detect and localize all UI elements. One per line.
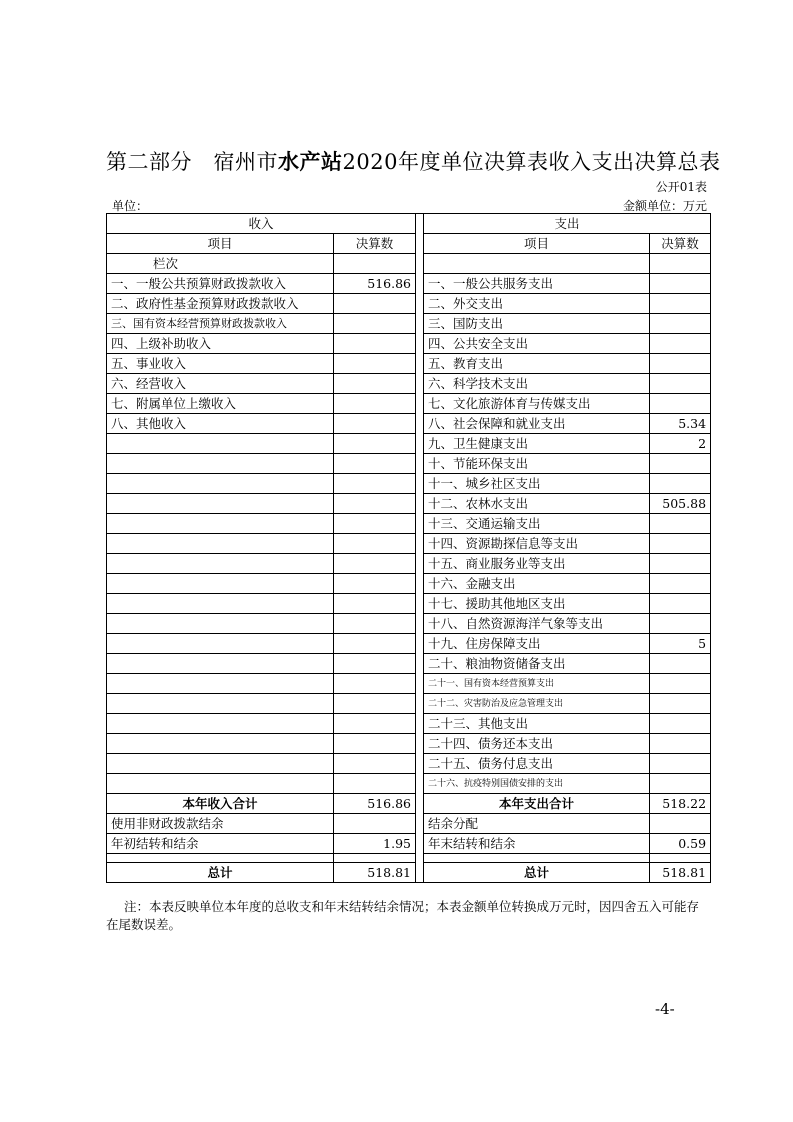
income-item-cell (107, 754, 334, 774)
grand-total-expense-value: 518.81 (650, 863, 711, 883)
income-item-cell: 四、上级补助收入 (107, 334, 334, 354)
expense-amount-cell (650, 714, 711, 734)
income-item-cell (107, 494, 334, 514)
expense-amount-cell (650, 474, 711, 494)
expense-amount-cell: 505.88 (650, 494, 711, 514)
expense-amount-cell (650, 614, 711, 634)
begin-balance-label: 年初结转和结余 (107, 834, 334, 854)
table-row (107, 734, 711, 754)
expense-item-cell: 七、文化旅游体育与传媒支出 (424, 394, 650, 414)
table-row (107, 554, 711, 574)
income-amount-cell (334, 694, 416, 714)
distribution-label: 结余分配 (424, 814, 650, 834)
income-item-cell (107, 734, 334, 754)
table-row (107, 494, 711, 514)
income-amount-cell (334, 454, 416, 474)
expense-amount-cell (650, 274, 711, 294)
table-row (107, 334, 711, 354)
expense-item-cell: 十、节能环保支出 (424, 454, 650, 474)
empty-cell (424, 854, 650, 863)
expense-item-cell: 二十一、国有资本经营预算支出 (424, 674, 650, 694)
expense-item-cell: 十四、资源勘探信息等支出 (424, 534, 650, 554)
table-row (107, 634, 711, 654)
expense-amount-cell (650, 454, 711, 474)
income-item-cell (107, 594, 334, 614)
expense-item-cell: 二十二、灾害防治及应急管理支出 (424, 694, 650, 714)
grand-total-income-label: 总计 (107, 863, 334, 883)
expense-item-cell: 十三、交通运输支出 (424, 514, 650, 534)
expense-amount-cell (650, 574, 711, 594)
expense-amount-cell: 5.34 (650, 414, 711, 434)
income-item-cell: 五、事业收入 (107, 354, 334, 374)
expense-item-header: 项目 (424, 234, 650, 254)
income-amount-cell (334, 314, 416, 334)
expense-amount-cell (650, 674, 711, 694)
non-fiscal-value (334, 814, 416, 834)
distribution-value (650, 814, 711, 834)
table-row (107, 754, 711, 774)
expense-item-cell: 十一、城乡社区支出 (424, 474, 650, 494)
expense-item-cell: 二十三、其他支出 (424, 714, 650, 734)
table-row (107, 394, 711, 414)
empty-cell (650, 254, 711, 274)
row-seq-row (107, 254, 711, 274)
table-row (107, 434, 711, 454)
income-item-cell (107, 474, 334, 494)
expense-amount-cell (650, 394, 711, 414)
table-header-row (107, 214, 711, 234)
income-item-cell (107, 514, 334, 534)
expense-item-cell: 三、国防支出 (424, 314, 650, 334)
expense-item-cell: 十六、金融支出 (424, 574, 650, 594)
income-item-cell (107, 534, 334, 554)
expense-amount-cell: 5 (650, 634, 711, 654)
non-fiscal-label: 使用非财政拨款结余 (107, 814, 334, 834)
income-amount-cell (334, 634, 416, 654)
table-row (107, 714, 711, 734)
budget-table (106, 213, 711, 883)
expense-item-cell: 二十六、抗疫特别国债安排的支出 (424, 774, 650, 794)
expense-header: 支出 (424, 214, 711, 234)
expense-amount-cell (650, 774, 711, 794)
income-item-cell: 六、经营收入 (107, 374, 334, 394)
income-amount-cell (334, 674, 416, 694)
amount-unit: 金额单位：万元 (622, 199, 707, 213)
empty-cell (424, 254, 650, 274)
expense-amount-cell (650, 334, 711, 354)
income-amount-cell (334, 734, 416, 754)
end-balance-label: 年末结转和结余 (424, 834, 650, 854)
form-number: 公开01表 (655, 180, 707, 194)
income-item-header: 项目 (107, 234, 334, 254)
income-item-cell: 二、政府性基金预算财政拨款收入 (107, 294, 334, 314)
income-item-cell: 八、其他收入 (107, 414, 334, 434)
income-amount-cell (334, 374, 416, 394)
income-amount-cell (334, 594, 416, 614)
income-amount-cell (334, 514, 416, 534)
expense-amount-cell (650, 534, 711, 554)
table-row (107, 694, 711, 714)
table-row (107, 594, 711, 614)
income-item-cell (107, 614, 334, 634)
empty-cell (107, 854, 334, 863)
income-item-cell (107, 634, 334, 654)
table-row (107, 674, 711, 694)
expense-total-value: 518.22 (650, 794, 711, 814)
spacer-row (107, 854, 711, 863)
empty-cell (334, 854, 416, 863)
income-amount-cell (334, 534, 416, 554)
income-amount-cell (334, 774, 416, 794)
income-amount-cell (334, 434, 416, 454)
expense-item-cell: 十七、援助其他地区支出 (424, 594, 650, 614)
table-row (107, 574, 711, 594)
grand-total-income-value: 518.81 (334, 863, 416, 883)
end-balance-value: 0.59 (650, 834, 711, 854)
page-title (106, 146, 720, 176)
expense-item-cell: 一、一般公共服务支出 (424, 274, 650, 294)
income-amount-cell (334, 294, 416, 314)
income-amount-cell (334, 574, 416, 594)
expense-amount-cell (650, 514, 711, 534)
summary-row (107, 794, 711, 814)
income-amount-cell (334, 494, 416, 514)
income-item-cell (107, 714, 334, 734)
table-row (107, 774, 711, 794)
expense-amount-cell (650, 554, 711, 574)
income-item-cell (107, 774, 334, 794)
table-row (107, 454, 711, 474)
income-amount-cell (334, 474, 416, 494)
expense-item-cell: 十九、住房保障支出 (424, 634, 650, 654)
table-row (107, 274, 711, 294)
income-item-cell (107, 674, 334, 694)
table-subheader-row (107, 234, 711, 254)
table-row (107, 414, 711, 434)
title-suffix: 2020年度单位决算表收入支出决算总表 (342, 150, 721, 174)
expense-amount-cell (650, 754, 711, 774)
income-item-cell (107, 554, 334, 574)
table-row (107, 534, 711, 554)
row-seq-label: 栏次 (107, 254, 334, 274)
expense-item-cell: 二十五、债务付息支出 (424, 754, 650, 774)
income-item-cell (107, 654, 334, 674)
income-total-value: 516.86 (334, 794, 416, 814)
income-amount-cell (334, 754, 416, 774)
summary-row (107, 814, 711, 834)
income-amount-cell: 516.86 (334, 274, 416, 294)
table-row (107, 294, 711, 314)
income-item-cell: 一、一般公共预算财政拨款收入 (107, 274, 334, 294)
income-amount-cell (334, 354, 416, 374)
income-amount-cell (334, 654, 416, 674)
expense-amount-cell (650, 354, 711, 374)
income-item-cell: 七、附属单位上缴收入 (107, 394, 334, 414)
expense-item-cell: 二十、粮油物资储备支出 (424, 654, 650, 674)
expense-item-cell: 九、卫生健康支出 (424, 434, 650, 454)
expense-amount-cell (650, 594, 711, 614)
table-row (107, 474, 711, 494)
income-header: 收入 (107, 214, 416, 234)
expense-item-cell: 二、外交支出 (424, 294, 650, 314)
table-row (107, 514, 711, 534)
expense-item-cell: 四、公共安全支出 (424, 334, 650, 354)
grand-total-expense-label: 总计 (424, 863, 650, 883)
income-amount-cell (334, 614, 416, 634)
expense-amount-cell (650, 654, 711, 674)
expense-amount-cell: 2 (650, 434, 711, 454)
page-number: -4- (655, 1000, 675, 1018)
title-org: 水产站 (278, 149, 343, 174)
income-amount-header: 决算数 (334, 234, 416, 254)
expense-item-cell: 十五、商业服务业等支出 (424, 554, 650, 574)
income-item-cell: 三、国有资本经营预算财政拨款收入 (107, 314, 334, 334)
table-note: 注：本表反映单位本年度的总收支和年末结转结余情况；本表金额单位转换成万元时，因四舍五入可能存在尾数误差。 (106, 899, 700, 932)
expense-item-cell: 五、教育支出 (424, 354, 650, 374)
income-item-cell (107, 454, 334, 474)
empty-cell (650, 854, 711, 863)
income-item-cell (107, 574, 334, 594)
income-amount-cell (334, 554, 416, 574)
begin-balance-value: 1.95 (334, 834, 416, 854)
expense-amount-cell (650, 734, 711, 754)
expense-amount-cell (650, 294, 711, 314)
income-amount-cell (334, 334, 416, 354)
title-prefix: 宿州市 (213, 150, 279, 174)
income-amount-cell (334, 714, 416, 734)
summary-row (107, 834, 711, 854)
expense-item-cell: 六、科学技术支出 (424, 374, 650, 394)
income-amount-cell (334, 414, 416, 434)
empty-cell (334, 254, 416, 274)
table-row (107, 654, 711, 674)
column-gap (416, 214, 424, 883)
expense-item-cell: 八、社会保障和就业支出 (424, 414, 650, 434)
expense-item-cell: 十二、农林水支出 (424, 494, 650, 514)
unit-label: 单位： (112, 199, 149, 213)
income-total-label: 本年收入合计 (107, 794, 334, 814)
table-row (107, 614, 711, 634)
table-row (107, 374, 711, 394)
income-item-cell (107, 694, 334, 714)
expense-item-cell: 二十四、债务还本支出 (424, 734, 650, 754)
expense-amount-cell (650, 694, 711, 714)
income-amount-cell (334, 394, 416, 414)
table-row (107, 354, 711, 374)
expense-amount-cell (650, 374, 711, 394)
table-row (107, 314, 711, 334)
expense-amount-cell (650, 314, 711, 334)
grand-total-row (107, 863, 711, 883)
expense-item-cell: 十八、自然资源海洋气象等支出 (424, 614, 650, 634)
expense-amount-header: 决算数 (650, 234, 711, 254)
title-part: 第二部分 (106, 150, 192, 174)
income-item-cell (107, 434, 334, 454)
expense-total-label: 本年支出合计 (424, 794, 650, 814)
